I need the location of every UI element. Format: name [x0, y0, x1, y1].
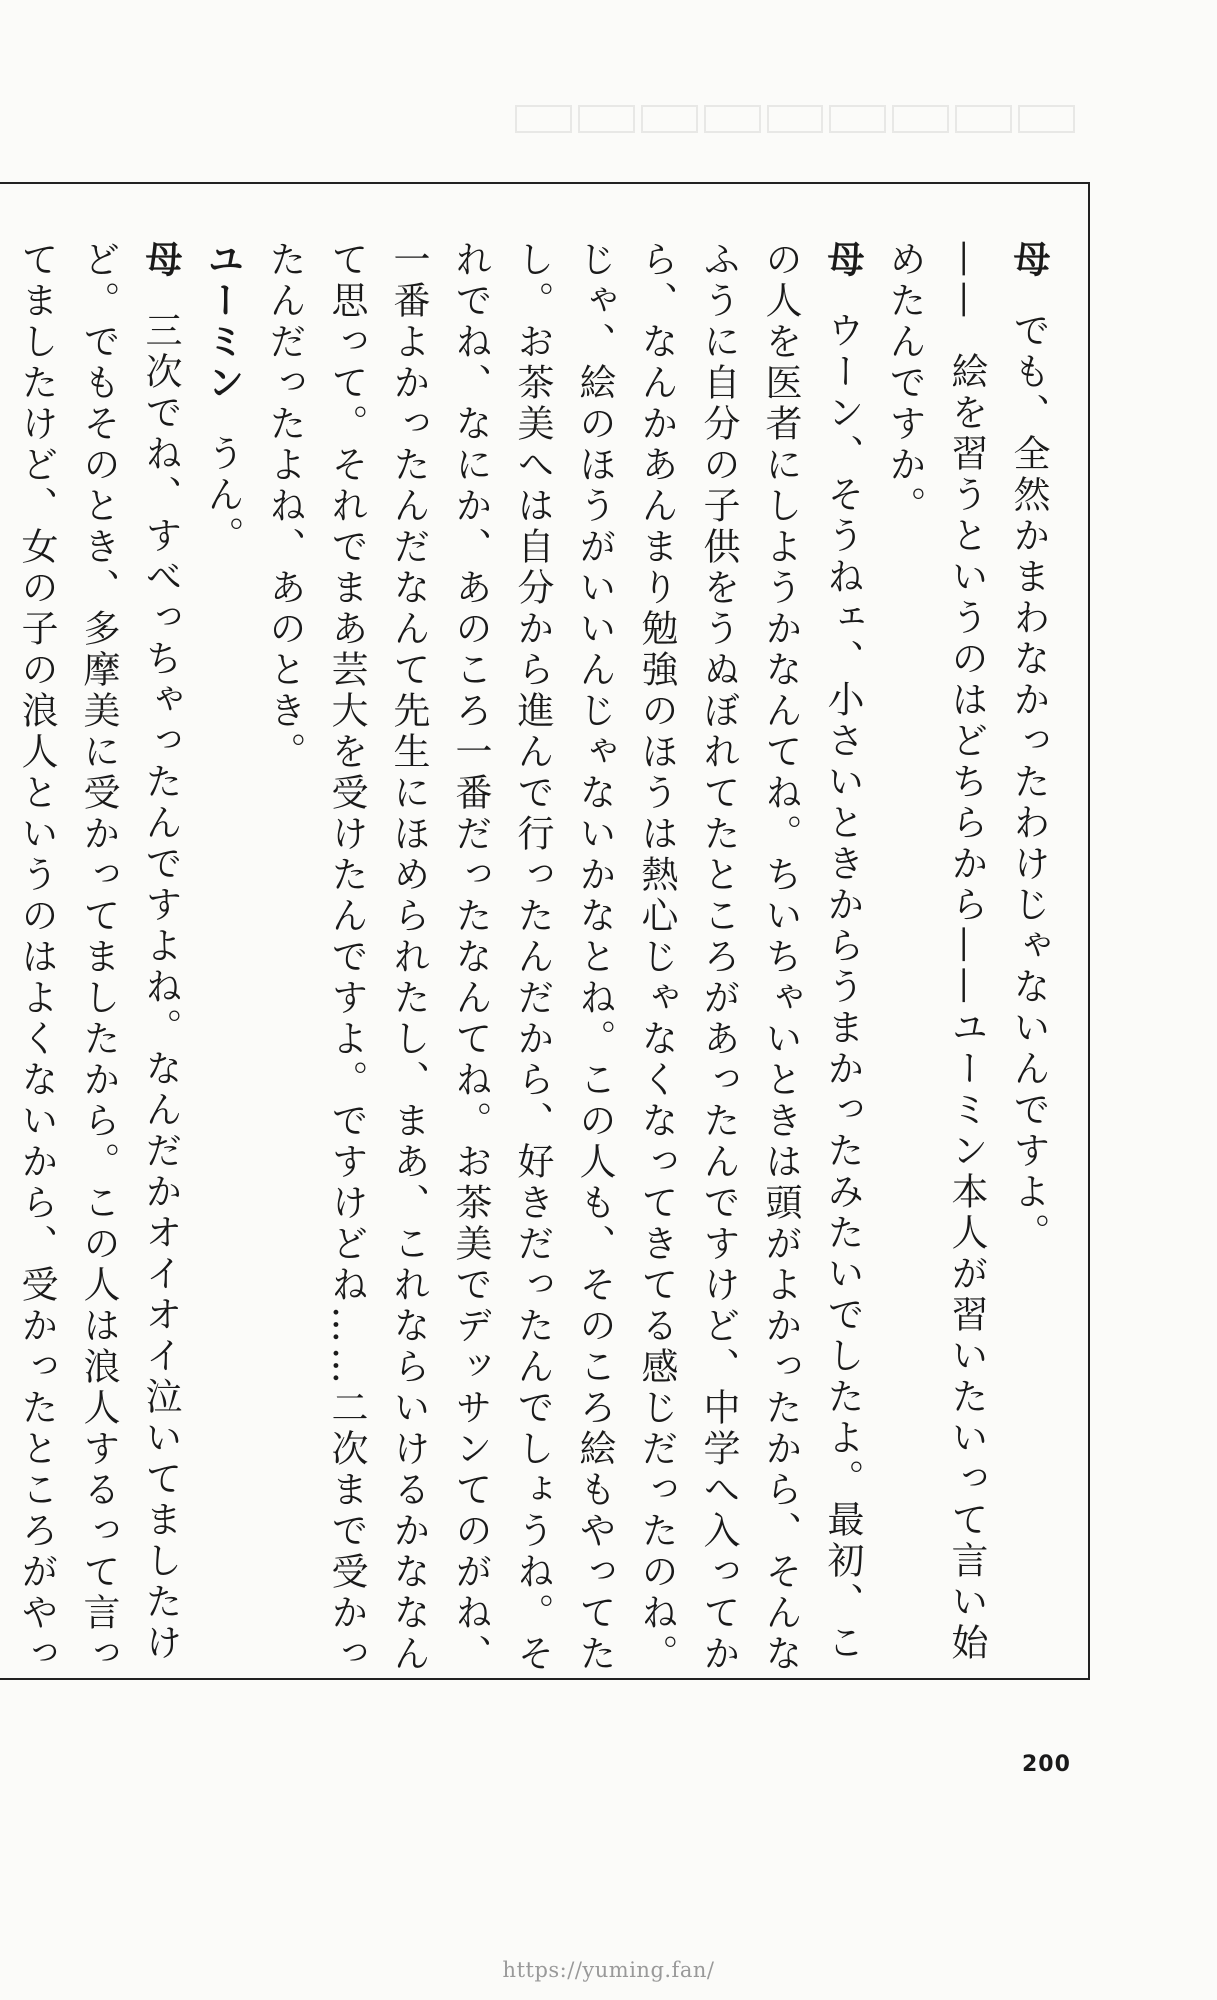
dialogue-text [0, 240, 1059, 1680]
dialogue-line [0, 240, 191, 1680]
dialogue-line [253, 240, 873, 1680]
page-number: 200 [1022, 1752, 1071, 1777]
speaker-label: ユーミン [201, 240, 244, 404]
speaker-label: 母 [139, 240, 182, 281]
dialogue-line [873, 240, 997, 1680]
dialogue-line [191, 240, 253, 1680]
dialogue-content: ウーン、そうねェ、小さいときからうまかったみたいでしたよ。最初、この人を医者にしようかなんてね。ちいちゃいときは頭がよかったから、そんなふうに自分の子供をうぬぼれてたところがあったんですけど、中学へ入ってから、なんかあんまり勉強のほうは熱心じゃなくなってきてる感じだったのね。じゃ、絵のほうがいいんじゃないかなとね。この人も、そのころ絵もやってたし。お茶美へは自分から進んで行ったんだから、好きだったんでしょうね。それでね、なにか、あのころ一番だったなんてね。お茶美でデッサンてのがね、一番よかったんだなんて先生にほめられたし、まあ、これならいけるかななんて思って。それでまあ芸大を受けたんですよ。ですけどね……二次まで受かったんだったよね、あのとき。 [263, 240, 864, 1675]
dialogue-content: 絵を習うというのはどちらから——ユーミン本人が習いたいって言い始めたんですか。 [883, 240, 988, 1664]
bleed-through-header [515, 105, 1075, 135]
speaker-label: 母 [821, 240, 864, 281]
dialogue-content: 三次でね、すべっちゃったんですよね。なんだかオイオイ泣いてましたけど。でもそのとき、多摩美に受かってましたから。この人は浪人するって言ってましたけど、女の子の浪人というのはよくないから、受かったところがやっ [15, 240, 182, 1675]
interviewer-dash: —— [945, 240, 988, 322]
watermark-url: https://yuming.fan/ [502, 1958, 715, 1982]
speaker-label: 母 [1007, 240, 1050, 281]
dialogue-content: うん。 [201, 433, 244, 557]
dialogue-content: でも、全然かまわなかったわけじゃないんですよ。 [1007, 310, 1050, 1254]
dialogue-line [997, 240, 1059, 1680]
